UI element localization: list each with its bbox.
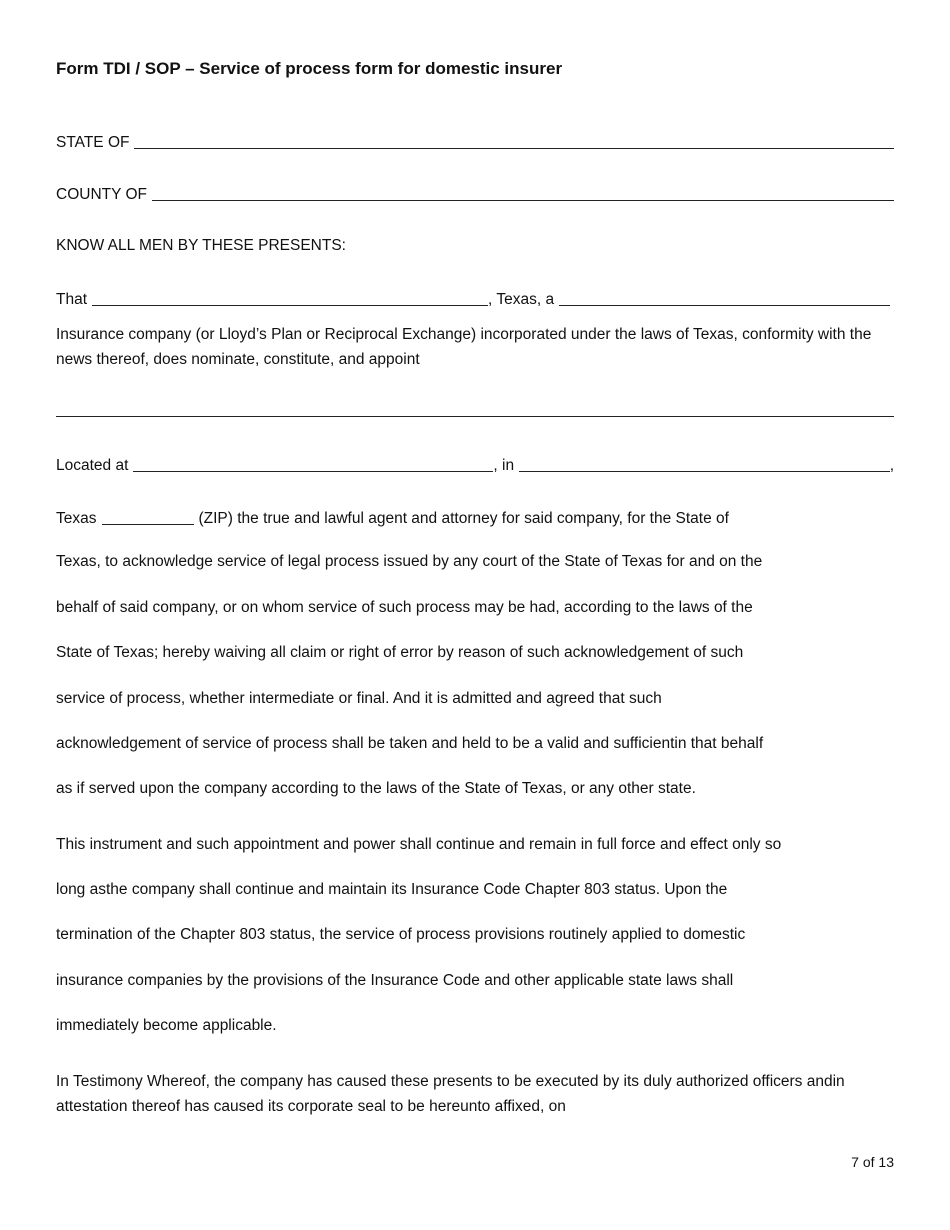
address-field[interactable] bbox=[133, 455, 493, 472]
form-title: Form TDI / SOP – Service of process form for domestic insurer bbox=[56, 59, 563, 78]
incorporated-paragraph: Insurance company (or Lloyd’s Plan or Reciprocal Exchange) incorporated under the laws of Texas, conformity with the news thereof, does nominate, constitute, and appoint bbox=[56, 326, 872, 368]
texas-a-label: , Texas, a bbox=[488, 291, 555, 308]
company-name-field[interactable] bbox=[92, 289, 488, 306]
document-page bbox=[56, 0, 894, 1230]
texas-label: Texas bbox=[56, 510, 97, 527]
located-label: Located at bbox=[56, 457, 129, 474]
company-type-field[interactable] bbox=[559, 289, 890, 306]
agent-row bbox=[56, 398, 894, 420]
know-all-heading: KNOW ALL MEN BY THESE PRESENTS: bbox=[56, 237, 346, 254]
body-line: as if served upon the company according to the laws of the State of Texas, or any other state. bbox=[56, 780, 696, 797]
that-label: That bbox=[56, 291, 88, 308]
in-label: , in bbox=[493, 457, 515, 474]
body-line: acknowledgement of service of process shall be taken and held to be a valid and sufficientin that behalf bbox=[56, 735, 764, 752]
zip-field[interactable] bbox=[102, 508, 194, 525]
instrument-line: long asthe company shall continue and maintain its Insurance Code Chapter 803 status. Upon the bbox=[56, 881, 728, 898]
instrument-line: insurance companies by the provisions of the Insurance Code and other applicable state laws shall bbox=[56, 972, 734, 989]
instrument-line: This instrument and such appointment and power shall continue and remain in full force and effect only so bbox=[56, 836, 782, 853]
city-field[interactable] bbox=[519, 455, 890, 472]
zip-row bbox=[56, 506, 894, 528]
body-line: service of process, whether intermediate or final. And it is admitted and agreed that such bbox=[56, 690, 662, 707]
agent-name-field[interactable] bbox=[56, 400, 894, 417]
located-row bbox=[56, 453, 894, 475]
page-number: 7 of 13 bbox=[851, 1154, 894, 1170]
state-field[interactable] bbox=[134, 132, 894, 149]
county-field[interactable] bbox=[152, 184, 894, 201]
state-label: STATE OF bbox=[56, 134, 130, 151]
body-line: Texas, to acknowledge service of legal process issued by any court of the State of Texas for and on the bbox=[56, 553, 763, 570]
county-label: COUNTY OF bbox=[56, 186, 147, 203]
testimony-paragraph: In Testimony Whereof, the company has caused these presents to be executed by its duly authorized officers andin attestation thereof has caused its corporate seal to be hereunto affixed, on bbox=[56, 1073, 845, 1115]
zip-text: (ZIP) the true and lawful agent and attorney for said company, for the State of bbox=[198, 510, 729, 527]
county-row bbox=[56, 182, 894, 204]
state-row bbox=[56, 130, 894, 152]
trailing-comma: , bbox=[889, 457, 894, 474]
instrument-line: immediately become applicable. bbox=[56, 1017, 277, 1034]
instrument-line: termination of the Chapter 803 status, the service of process provisions routinely applied to domestic bbox=[56, 926, 746, 943]
body-line: behalf of said company, or on whom service of such process may be had, according to the laws of the bbox=[56, 599, 753, 616]
body-line: State of Texas; hereby waiving all claim or right of error by reason of such acknowledgement of such bbox=[56, 644, 744, 661]
that-row bbox=[56, 287, 894, 309]
